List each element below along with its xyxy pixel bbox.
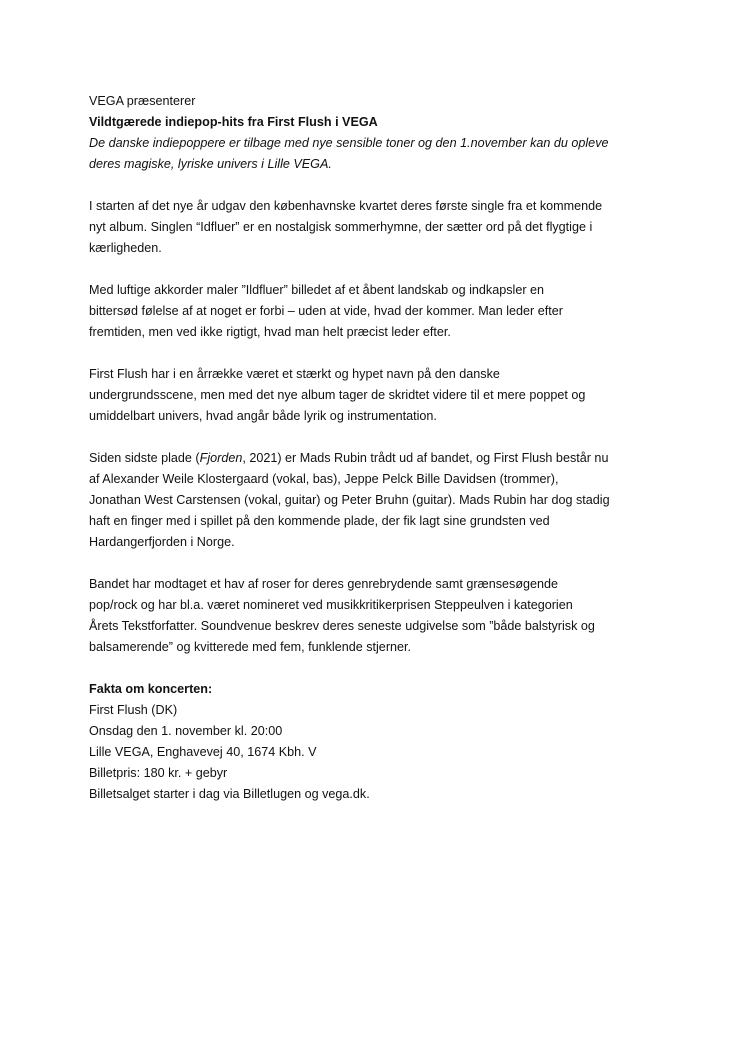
paragraph-2: [89, 280, 669, 343]
paragraph-spacer: [89, 553, 669, 574]
paragraph-spacer: [89, 343, 669, 364]
paragraph-5-line: Bandet har modtaget et hav af roser for deres genrebrydende samt grænsesøgende: [89, 577, 559, 591]
paragraph-5-line: Årets Tekstforfatter. Soundvenue beskrev deres seneste udgivelse som ”både balstyrisk og: [89, 619, 595, 633]
album-title: Fjorden: [199, 451, 243, 465]
paragraph-4-line: af Alexander Weile Klostergaard (vokal, bas), Jeppe Pelck Bille Davidsen (trommer),: [89, 472, 559, 486]
paragraph-3-line: umiddelbart univers, hvad angår både lyrik og instrumentation.: [89, 409, 437, 423]
paragraph-4-line: haft en finger med i spillet på den kommende plade, der fik lagt sine grundsten ved: [89, 514, 550, 528]
paragraph-1-line: I starten af det nye år udgav den københavnske kvartet deres første single fra et kommende: [89, 199, 603, 213]
paragraph-spacer: [89, 658, 669, 679]
paragraph-5-line: balsamerende” og kvitterede med fem, funklende stjerner.: [89, 640, 412, 654]
paragraph-5: [89, 574, 669, 658]
paragraph-2-line: fremtiden, men ved ikke rigtigt, hvad man helt præcist leder efter.: [89, 325, 451, 339]
paragraph-5-line: pop/rock og har bl.a. været nomineret ved musikkritikerprisen Steppeulven i kategorien: [89, 598, 573, 612]
presenter-line: VEGA præsenterer: [89, 94, 196, 108]
facts-section: [89, 679, 669, 805]
facts-item: Lille VEGA, Enghavevej 40, 1674 Kbh. V: [89, 745, 317, 759]
facts-heading: Fakta om koncerten:: [89, 682, 213, 696]
subheadline-line-2: deres magiske, lyriske univers i Lille VEGA.: [89, 157, 332, 171]
paragraph-4-text: , 2021) er Mads Rubin trådt ud af bandet, og First Flush består nu: [242, 451, 609, 465]
headline: Vildtgærede indiepop-hits fra First Flush i VEGA: [89, 115, 378, 129]
paragraph-4-text: Siden sidste plade (: [89, 451, 200, 465]
paragraph-3-line: First Flush har i en årrække været et stærkt og hypet navn på den danske: [89, 367, 500, 381]
press-release-document: [89, 91, 669, 805]
facts-item: First Flush (DK): [89, 703, 178, 717]
paragraph-3-line: undergrundsscene, men med det nye album tager de skridtet videre til et mere poppet og: [89, 388, 586, 402]
paragraph-spacer: [89, 175, 669, 196]
paragraph-3: [89, 364, 669, 427]
paragraph-2-line: Med luftige akkorder maler ”Ildfluer” billedet af et åbent landskab og indkapsler en: [89, 283, 545, 297]
paragraph-spacer: [89, 259, 669, 280]
paragraph-4-line: Jonathan West Carstensen (vokal, guitar) og Peter Bruhn (guitar). Mads Rubin har dog stadig: [89, 493, 610, 507]
facts-item: Billetpris: 180 kr. + gebyr: [89, 766, 228, 780]
paragraph-1-line: kærligheden.: [89, 241, 162, 255]
facts-item: Billetsalget starter i dag via Billetlugen og vega.dk.: [89, 787, 370, 801]
paragraph-1-line: nyt album. Singlen “Idfluer” er en nostalgisk sommerhymne, der sætter ord på det flygtige i: [89, 220, 593, 234]
paragraph-1: [89, 196, 669, 259]
paragraph-spacer: [89, 427, 669, 448]
subheadline-line-1: De danske indiepoppere er tilbage med nye sensible toner og den 1.november kan du opleve: [89, 136, 609, 150]
facts-item: Onsdag den 1. november kl. 20:00: [89, 724, 283, 738]
paragraph-4: [89, 448, 669, 553]
paragraph-4-line: Hardangerfjorden i Norge.: [89, 535, 235, 549]
paragraph-2-line: bittersød følelse af at noget er forbi – uden at vide, hvad der kommer. Man leder efter: [89, 304, 563, 318]
paragraph-4-line: [89, 448, 669, 469]
